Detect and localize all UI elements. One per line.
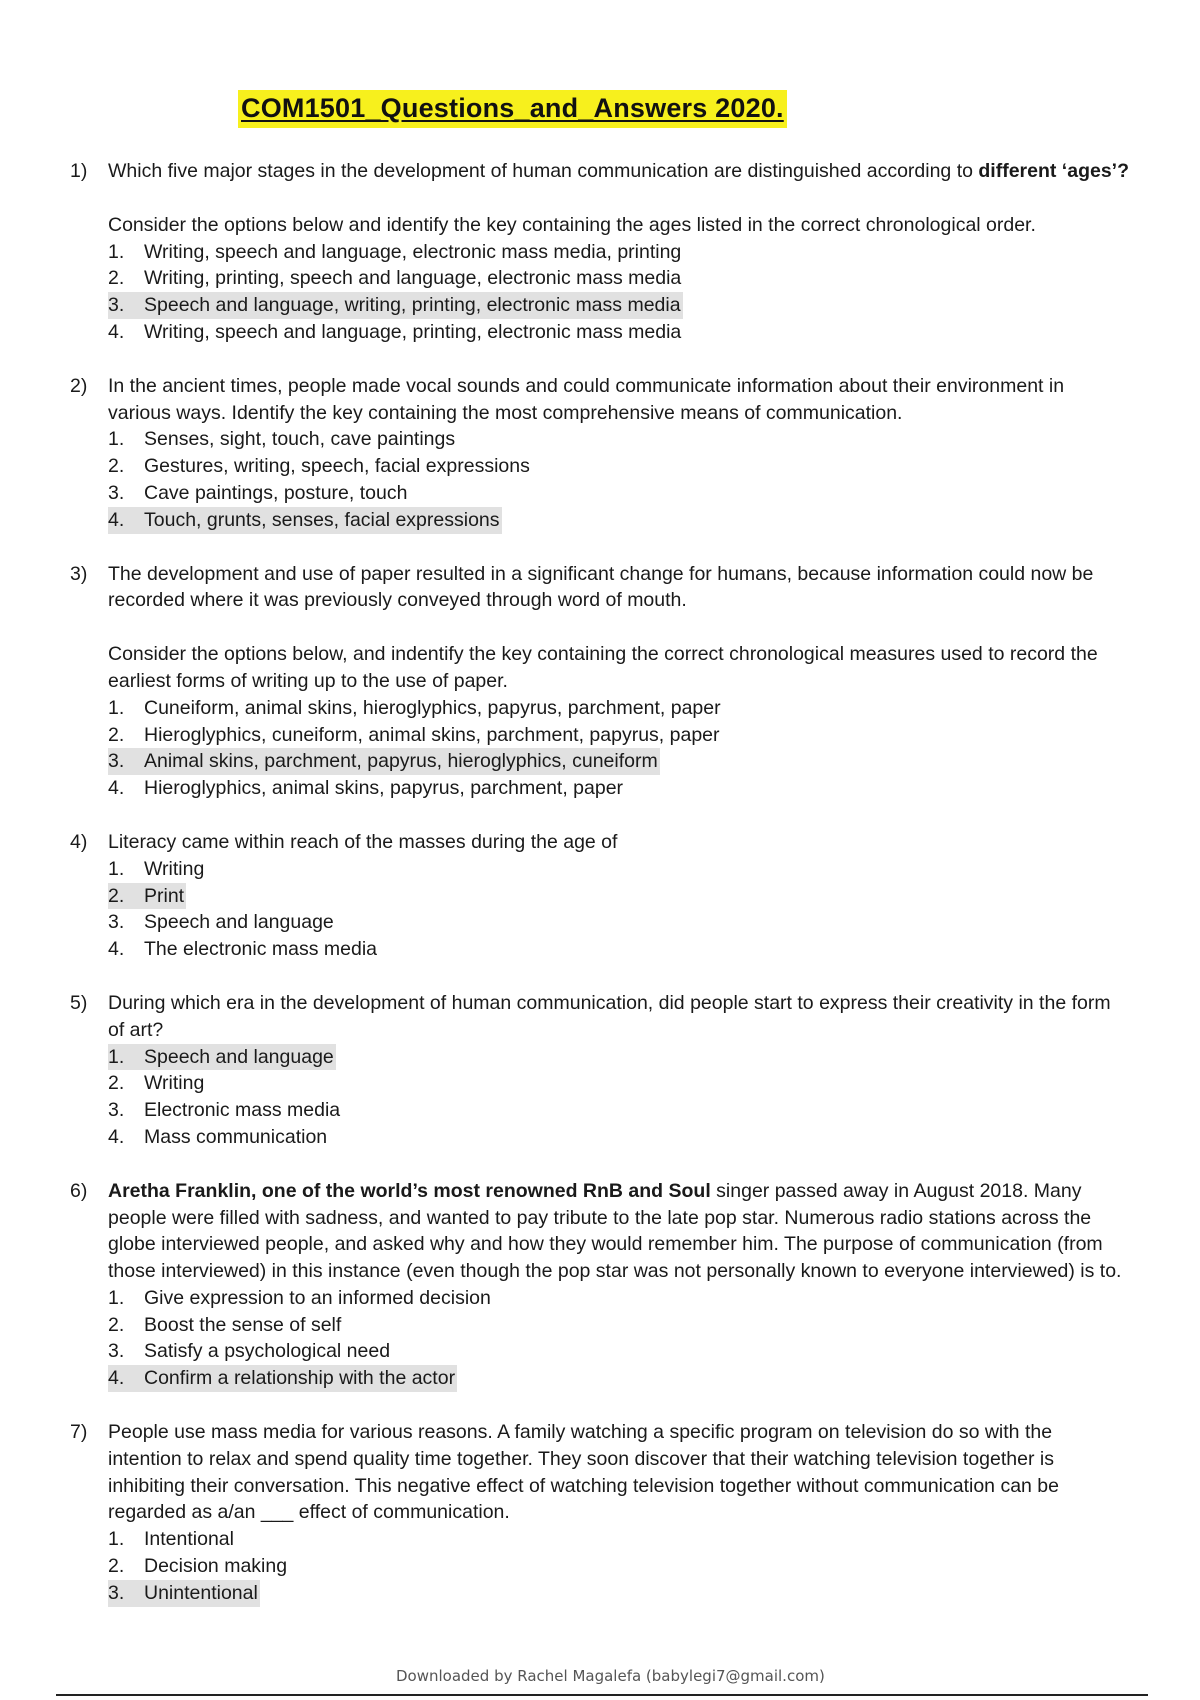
option-item — [108, 453, 1130, 480]
question-text-part: Which five major stages in the development of human communication are distinguished according to — [108, 160, 979, 182]
answer-option — [108, 856, 206, 883]
option-number: 4. — [108, 777, 125, 800]
option-text: Writing — [144, 857, 205, 880]
option-list — [108, 1526, 1130, 1606]
answer-option — [108, 239, 683, 266]
option-number: 2. — [108, 884, 125, 907]
option-text: Hieroglyphics, cuneiform, animal skins, parchment, papyrus, paper — [144, 723, 720, 746]
question-spacer — [70, 534, 1130, 561]
question-text — [108, 1419, 1130, 1526]
option-item — [108, 1124, 1130, 1151]
option-text: Speech and language — [144, 911, 334, 934]
option-number: 4. — [108, 508, 125, 531]
option-item — [108, 1338, 1130, 1365]
option-number: 1. — [108, 1045, 125, 1068]
option-item — [108, 265, 1130, 292]
answer-option — [108, 722, 722, 749]
option-item — [108, 1070, 1130, 1097]
option-number: 2. — [108, 455, 125, 478]
answer-option — [108, 1526, 236, 1553]
question-instruction: Consider the options below, and indentify the key containing the correct chronological measures used to record the earliest forms of writing up to the use of paper. — [108, 643, 1098, 692]
option-item — [108, 292, 1130, 319]
option-text: Writing, printing, speech and language, electronic mass media — [144, 267, 682, 290]
question-list — [70, 158, 1130, 1607]
question-2 — [70, 373, 1130, 534]
option-text: Boost the sense of self — [144, 1313, 342, 1336]
answer-option — [108, 936, 379, 963]
option-number: 3. — [108, 750, 125, 773]
highlighted-answer-option — [108, 1365, 457, 1392]
option-number: 4. — [108, 1125, 125, 1148]
option-item — [108, 426, 1130, 453]
option-list — [108, 1285, 1130, 1392]
option-item — [108, 695, 1130, 722]
title-block — [238, 90, 787, 128]
option-number: 3. — [108, 1581, 125, 1604]
option-number: 3. — [108, 1099, 125, 1122]
download-footer: Downloaded by Rachel Magalefa (babylegi7@gmail.com) — [396, 1667, 825, 1685]
option-number: 3. — [108, 911, 125, 934]
highlighted-answer-option — [108, 507, 502, 534]
option-text: Give expression to an informed decision — [144, 1286, 491, 1309]
option-text: Print — [144, 884, 185, 907]
question-4 — [70, 829, 1130, 963]
highlighted-answer-option — [108, 1044, 336, 1071]
option-number: 1. — [108, 696, 125, 719]
question-spacer — [70, 346, 1130, 373]
question-3 — [70, 561, 1130, 802]
answer-option — [108, 453, 532, 480]
option-item — [108, 480, 1130, 507]
option-item — [108, 1365, 1130, 1392]
option-item — [108, 1526, 1130, 1553]
option-text: Gestures, writing, speech, facial expressions — [144, 455, 530, 478]
option-text: The electronic mass media — [144, 938, 378, 961]
option-item — [108, 775, 1130, 802]
option-number: 2. — [108, 1555, 125, 1578]
question-number: 2) — [70, 374, 88, 397]
question-text-part: Literacy came within reach of the masses during the age of — [108, 830, 618, 853]
question-spacer — [70, 1151, 1130, 1178]
option-item — [108, 1580, 1130, 1607]
option-item — [108, 1553, 1130, 1580]
page-title: COM1501_Questions_and_Answers 2020. — [238, 90, 787, 128]
option-number: 1. — [108, 240, 125, 263]
option-text: Intentional — [144, 1528, 234, 1551]
option-text: Decision making — [144, 1555, 288, 1578]
option-number: 1. — [108, 1528, 125, 1551]
option-number: 1. — [108, 1286, 125, 1309]
option-item — [108, 239, 1130, 266]
question-number: 6) — [70, 1179, 88, 1202]
answer-option — [108, 1097, 342, 1124]
question-text — [108, 829, 1130, 856]
answer-option — [108, 426, 457, 453]
answer-option — [108, 775, 625, 802]
option-text: Hieroglyphics, animal skins, papyrus, parchment, paper — [144, 777, 624, 800]
highlighted-answer-option — [108, 748, 660, 775]
answer-option — [108, 480, 409, 507]
question-text-part: People use mass media for various reasons. A family watching a specific program on television do so with the intention to relax and spend quality time together. They soon discover that their watching television together is inhibiting their conversation. This negative effect of watching television together without communication can be regarded as a/an ___ effect of communication. — [108, 1421, 1059, 1524]
option-text: Speech and language — [144, 1045, 334, 1068]
highlighted-answer-option — [108, 883, 186, 910]
option-item — [108, 722, 1130, 749]
option-item — [108, 936, 1130, 963]
option-number: 2. — [108, 1313, 125, 1336]
answer-option — [108, 1312, 343, 1339]
option-text: Electronic mass media — [144, 1099, 341, 1122]
option-number: 1. — [108, 428, 125, 451]
option-text: Mass communication — [144, 1125, 328, 1148]
option-number: 3. — [108, 481, 125, 504]
question-text — [108, 561, 1130, 615]
question-text-part: In the ancient times, people made vocal sounds and could communicate information about their environment in various ways. Identify the key containing the most comprehensive means of communication. — [108, 374, 1065, 424]
option-text: Animal skins, parchment, papyrus, hieroglyphics, cuneiform — [144, 750, 658, 773]
question-1 — [70, 158, 1130, 346]
option-item — [108, 748, 1130, 775]
option-number: 1. — [108, 857, 125, 880]
option-item — [108, 883, 1130, 910]
question-text — [108, 1178, 1130, 1285]
question-text-bold: Aretha Franklin, one of the world’s most renowned RnB and Soul — [108, 1179, 711, 1202]
option-text: Unintentional — [144, 1581, 258, 1604]
answer-option — [108, 265, 683, 292]
option-text: Writing, speech and language, printing, electronic mass media — [144, 320, 682, 343]
question-spacer — [70, 1392, 1130, 1419]
option-item — [108, 1312, 1130, 1339]
answer-option — [108, 319, 683, 346]
answer-option — [108, 909, 336, 936]
option-number: 4. — [108, 938, 125, 961]
question-6 — [70, 1178, 1130, 1392]
question-text — [108, 158, 1130, 185]
question-instruction: Consider the options below and identify the key containing the ages listed in the correct chronological order. — [108, 213, 1036, 236]
question-number: 5) — [70, 991, 88, 1014]
highlighted-answer-option — [108, 1580, 260, 1607]
option-text: Writing, speech and language, electronic mass media, printing — [144, 240, 682, 263]
answer-option — [108, 1553, 289, 1580]
option-list — [108, 695, 1130, 802]
option-item — [108, 909, 1130, 936]
option-number: 4. — [108, 320, 125, 343]
option-text: Writing — [144, 1072, 205, 1095]
option-list — [108, 856, 1130, 963]
question-text-part: The development and use of paper resulted in a significant change for humans, because information could now be recorded where it was previously conveyed through word of mouth. — [108, 562, 1094, 612]
option-text: Cave paintings, posture, touch — [144, 481, 408, 504]
question-spacer — [70, 802, 1130, 829]
question-5 — [70, 990, 1130, 1151]
answer-option — [108, 1338, 392, 1365]
option-text: Cuneiform, animal skins, hieroglyphics, papyrus, parchment, paper — [144, 696, 721, 719]
option-item — [108, 319, 1130, 346]
question-text-part: singer passed away in August 2018. Many people were filled with sadness, and wanted to pay tribute to the late pop star. Numerous radio stations across the globe interviewed people, and asked why and how they would remember him. The purpose of communication (from those interviewed) in this instance (even though the pop star was not personally known to everyone interviewed) is to. — [108, 1179, 1122, 1283]
question-text-part: During which era in the development of human communication, did people start to express their creativity in the form of art? — [108, 991, 1111, 1041]
option-item — [108, 1097, 1130, 1124]
question-text — [108, 990, 1130, 1044]
question-number: 1) — [70, 160, 88, 182]
option-list — [108, 239, 1130, 346]
answer-option — [108, 1070, 206, 1097]
option-list — [108, 426, 1130, 533]
question-7 — [70, 1419, 1130, 1607]
highlighted-answer-option — [108, 292, 683, 319]
question-number: 7) — [70, 1421, 88, 1444]
option-text: Confirm a relationship with the actor — [144, 1367, 456, 1390]
question-text-bold: different ‘ages’? — [978, 160, 1130, 182]
option-item — [108, 856, 1130, 883]
option-text: Touch, grunts, senses, facial expressions — [144, 508, 500, 531]
answer-option — [108, 1124, 329, 1151]
option-number: 3. — [108, 1340, 125, 1363]
option-number: 3. — [108, 294, 125, 317]
option-text: Senses, sight, touch, cave paintings — [144, 428, 456, 451]
footer-rule — [56, 1694, 1148, 1696]
option-number: 2. — [108, 267, 125, 290]
option-list — [108, 1044, 1130, 1151]
option-text: Satisfy a psychological need — [144, 1340, 391, 1363]
question-number: 4) — [70, 830, 88, 853]
question-spacer — [70, 963, 1130, 990]
option-number: 4. — [108, 1367, 125, 1390]
option-number: 2. — [108, 723, 125, 746]
option-text: Speech and language, writing, printing, electronic mass media — [144, 294, 681, 317]
question-number: 3) — [70, 562, 88, 585]
answer-option — [108, 1285, 493, 1312]
answer-option — [108, 695, 723, 722]
option-item — [108, 1285, 1130, 1312]
question-text — [108, 373, 1130, 427]
option-item — [108, 507, 1130, 534]
option-item — [108, 1044, 1130, 1071]
option-number: 2. — [108, 1072, 125, 1095]
